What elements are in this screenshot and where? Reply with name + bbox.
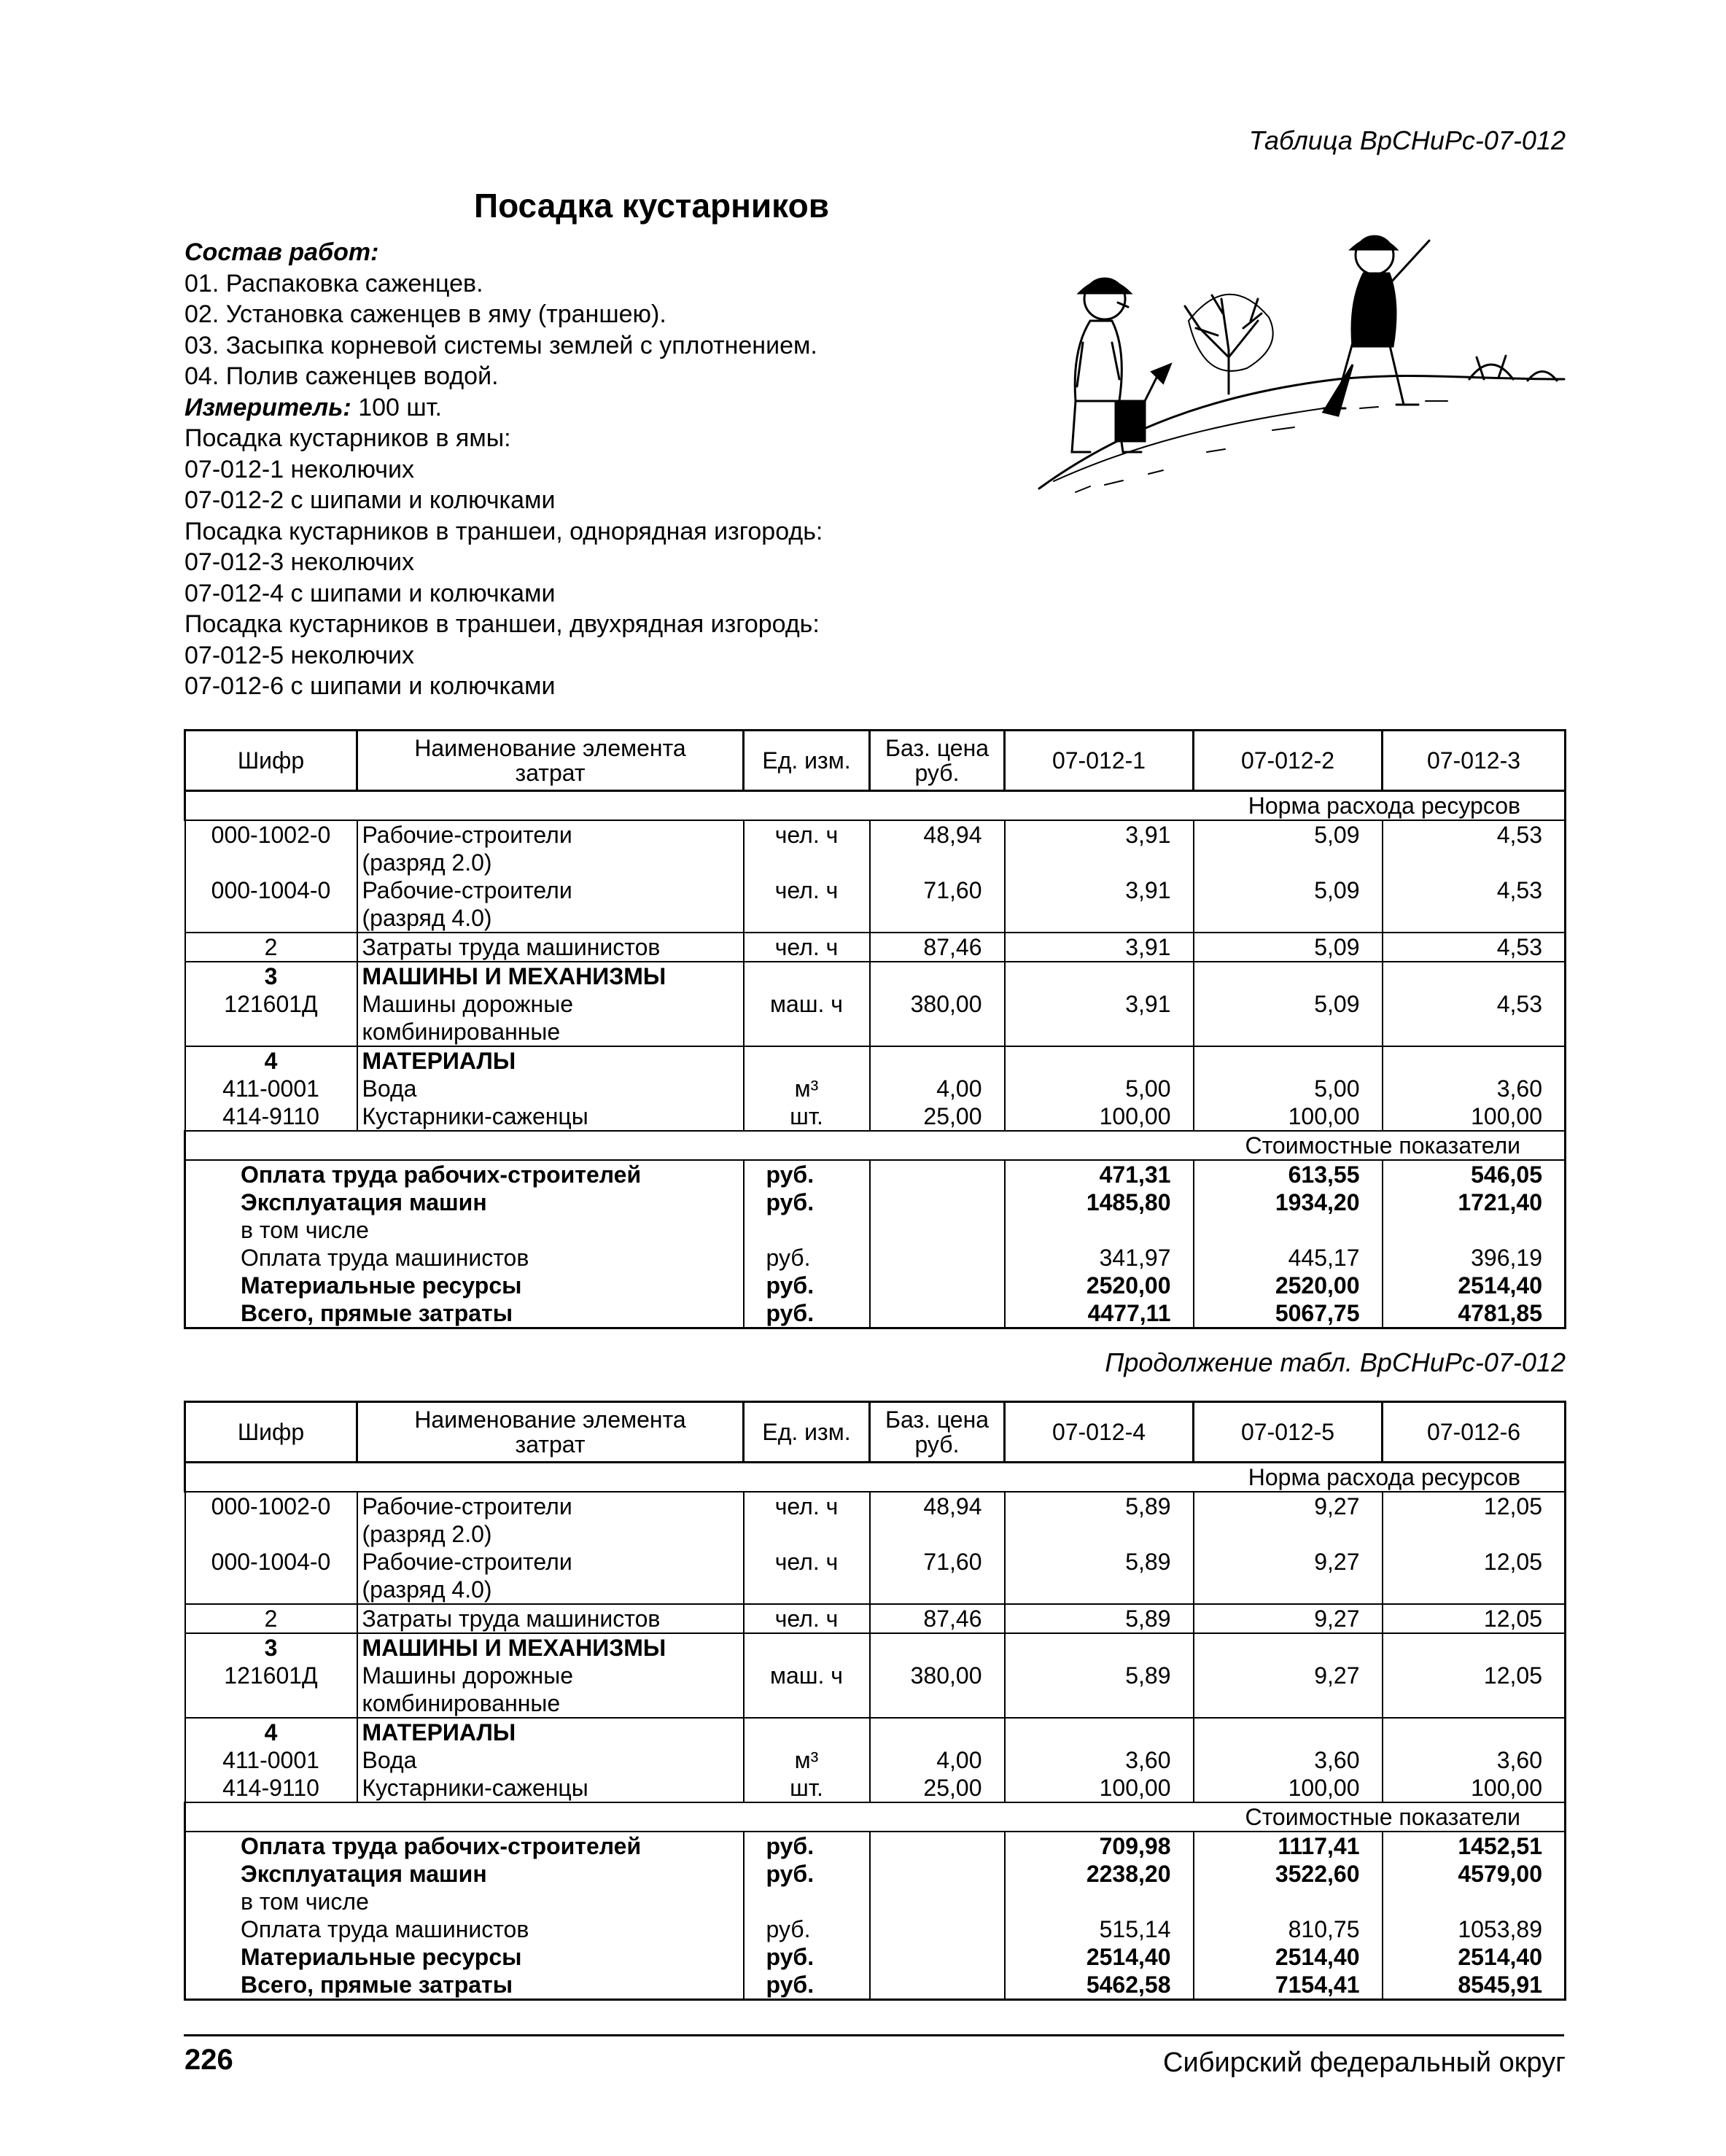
table-cell: руб. <box>744 1244 870 1272</box>
table-cell: 4,00 <box>870 1075 1005 1102</box>
step-item: 03. Засыпка корневой системы землей с уплотнением. <box>184 331 817 359</box>
table-cell: Норма расхода ресурсов <box>185 791 1566 821</box>
table-cell: 3,60 <box>1383 1075 1566 1102</box>
cell-text-line: комбинированные <box>362 1019 561 1045</box>
empty-cell <box>1005 962 1194 990</box>
table-row <box>185 962 1566 990</box>
table-cell: 000-1004-0 <box>185 876 357 933</box>
continuation-reference: Продолжение табл. ВрСНиРс-07-012 <box>1105 1347 1566 1377</box>
section-cost-row <box>185 1802 1566 1832</box>
table-row <box>185 1971 1566 2000</box>
cell-text-line: Баз. цена <box>885 735 990 761</box>
empty-cell <box>1194 1046 1383 1075</box>
table-cell: шт. <box>744 1774 870 1802</box>
table-cell: 100,00 <box>1194 1774 1383 1802</box>
table-cell: 414-9110 <box>185 1102 357 1131</box>
table-cell: Всего, прямые затраты <box>185 1971 744 2000</box>
group-line: Посадка кустарников в траншеи, двухрядная изгородь: <box>184 610 820 638</box>
table-cell: 1053,89 <box>1383 1915 1566 1943</box>
table-cell: Эксплуатация машин <box>185 1860 744 1888</box>
table-cell: руб. <box>744 1860 870 1888</box>
table-row <box>185 1604 1566 1633</box>
table-cell: 1721,40 <box>1383 1188 1566 1216</box>
table-row <box>185 1718 1566 1746</box>
section-cost-row <box>185 1131 1566 1160</box>
table-reference: Таблица ВрСНиРс-07-012 <box>1248 125 1566 155</box>
table-cell: 71,60 <box>870 1548 1005 1604</box>
table-row <box>185 876 1566 933</box>
table-row <box>185 820 1566 876</box>
table-cell: 515,14 <box>1005 1915 1194 1943</box>
table-row <box>185 1888 1566 1915</box>
cell-text-line: Рабочие-строители <box>362 877 572 903</box>
table-cell: 396,19 <box>1383 1244 1566 1272</box>
table-cell: 3,91 <box>1005 933 1194 962</box>
header-col: 07-012-6 <box>1383 1402 1566 1463</box>
table-cell: 121601Д <box>185 1662 357 1718</box>
group-line: Посадка кустарников в ямы: <box>184 424 511 452</box>
table-cell: 2 <box>185 933 357 962</box>
table-cell: 000-1002-0 <box>185 820 357 876</box>
empty-cell <box>357 990 744 1046</box>
table-cell: 5,89 <box>1005 1604 1194 1633</box>
table-cell: 4,53 <box>1383 820 1566 876</box>
empty-cell <box>870 1188 1005 1216</box>
table-cell: Кустарники-саженцы <box>357 1774 744 1802</box>
group-line: 07-012-3 неколючих <box>184 548 414 576</box>
table-cell: 5,09 <box>1194 933 1383 962</box>
resource-table-2 <box>184 1401 1566 2001</box>
table-cell: Затраты труда машинистов <box>357 1604 744 1633</box>
table-cell: 5,09 <box>1194 820 1383 876</box>
table-cell: чел. ч <box>744 1492 870 1548</box>
table-cell: 4,53 <box>1383 876 1566 933</box>
empty-cell <box>1383 1046 1566 1075</box>
table-cell: Вода <box>357 1746 744 1774</box>
table-row <box>185 1774 1566 1802</box>
empty-cell <box>1194 1216 1383 1244</box>
table-cell: руб. <box>744 1971 870 2000</box>
table-cell: 000-1002-0 <box>185 1492 357 1548</box>
table-cell: 3,60 <box>1383 1746 1566 1774</box>
table-row <box>185 1860 1566 1888</box>
table-cell: Материальные ресурсы <box>185 1272 744 1299</box>
table-cell: 71,60 <box>870 876 1005 933</box>
table-row <box>185 1943 1566 1971</box>
cell-text-line: Рабочие-строители <box>362 1549 572 1575</box>
table-cell: маш. ч <box>744 1662 870 1718</box>
table-cell: 2238,20 <box>1005 1860 1194 1888</box>
cell-text-line: затрат <box>515 1431 586 1458</box>
table-cell: Затраты труда машинистов <box>357 933 744 962</box>
table-cell: 4781,85 <box>1383 1299 1566 1328</box>
empty-cell <box>357 876 744 933</box>
table-row <box>185 1299 1566 1328</box>
table-cell: 5,00 <box>1005 1075 1194 1102</box>
resource-table-1 <box>184 729 1566 1329</box>
table-cell: 411-0001 <box>185 1746 357 1774</box>
empty-cell <box>744 1046 870 1075</box>
table-cell: МАТЕРИАЛЫ <box>357 1718 744 1746</box>
table-cell: м³ <box>744 1075 870 1102</box>
table-row <box>185 933 1566 962</box>
group-line: 07-012-5 неколючих <box>184 641 414 669</box>
table-cell: чел. ч <box>744 876 870 933</box>
table-cell: 2 <box>185 1604 357 1633</box>
empty-cell <box>870 1888 1005 1915</box>
empty-cell <box>1194 1888 1383 1915</box>
table-cell: 546,05 <box>1383 1160 1566 1188</box>
empty-cell <box>870 1046 1005 1075</box>
table-cell: чел. ч <box>744 820 870 876</box>
header-col: 07-012-3 <box>1383 731 1566 791</box>
table-row <box>185 1832 1566 1860</box>
table-cell: 4 <box>185 1718 357 1746</box>
table-cell: 87,46 <box>870 1604 1005 1633</box>
header-price <box>870 1402 1005 1463</box>
table-cell: Оплата труда рабочих-строителей <box>185 1160 744 1188</box>
table-header-row <box>185 731 1566 791</box>
region-name: Сибирский федеральный округ <box>1163 2047 1566 2078</box>
table-cell: 100,00 <box>1005 1102 1194 1131</box>
cell-text-line: руб. <box>914 1431 960 1458</box>
empty-cell <box>1194 962 1383 990</box>
table-cell: 471,31 <box>1005 1160 1194 1188</box>
table-cell: Оплата труда машинистов <box>185 1244 744 1272</box>
header-col: 07-012-5 <box>1194 1402 1383 1463</box>
meter-label: Измеритель: <box>184 393 351 421</box>
empty-cell <box>744 1718 870 1746</box>
empty-cell <box>1383 1718 1566 1746</box>
table-cell: 4 <box>185 1046 357 1075</box>
header-code: Шифр <box>185 1402 357 1463</box>
table-cell: в том числе <box>185 1216 744 1244</box>
header-col: 07-012-1 <box>1005 731 1194 791</box>
table-cell: 5,09 <box>1194 876 1383 933</box>
footer-divider <box>184 2034 1564 2036</box>
group-line: Посадка кустарников в траншеи, однорядная изгородь: <box>184 517 823 545</box>
table-cell: 1452,51 <box>1383 1832 1566 1860</box>
table-cell: Стоимостные показатели <box>185 1131 1566 1160</box>
table-cell: 4,00 <box>870 1746 1005 1774</box>
table-cell: 9,27 <box>1194 1604 1383 1633</box>
table-row <box>185 1188 1566 1216</box>
table-cell: руб. <box>744 1943 870 1971</box>
table-cell: 411-0001 <box>185 1075 357 1102</box>
table-cell: 3,60 <box>1194 1746 1383 1774</box>
page-number: 226 <box>184 2044 233 2076</box>
empty-cell <box>870 1971 1005 2000</box>
table-cell: 5067,75 <box>1194 1299 1383 1328</box>
table-cell: 3 <box>185 962 357 990</box>
table-cell: 5,89 <box>1005 1548 1194 1604</box>
table-cell: Норма расхода ресурсов <box>185 1463 1566 1493</box>
page-title: Посадка кустарников <box>474 187 829 225</box>
table-cell: 3,91 <box>1005 876 1194 933</box>
cell-text-line: (разряд 4.0) <box>362 905 492 931</box>
table-cell: чел. ч <box>744 1604 870 1633</box>
table-cell: руб. <box>744 1272 870 1299</box>
table-cell: 9,27 <box>1194 1492 1383 1548</box>
table-cell: 12,05 <box>1383 1662 1566 1718</box>
empty-cell <box>870 1943 1005 1971</box>
table-row <box>185 1548 1566 1604</box>
empty-cell <box>1005 1633 1194 1662</box>
table-cell: МАШИНЫ И МЕХАНИЗМЫ <box>357 962 744 990</box>
empty-cell <box>870 1832 1005 1860</box>
table-cell: чел. ч <box>744 933 870 962</box>
table-cell: 4477,11 <box>1005 1299 1194 1328</box>
table-cell: 2514,40 <box>1383 1272 1566 1299</box>
table-cell: МАТЕРИАЛЫ <box>357 1046 744 1075</box>
table-row <box>185 1272 1566 1299</box>
table-cell: 810,75 <box>1194 1915 1383 1943</box>
cell-text-line: Наименование элемента <box>414 735 686 761</box>
section-norm-row <box>185 1463 1566 1493</box>
header-unit: Ед. изм. <box>744 1402 870 1463</box>
cell-text-line: Машины дорожные <box>362 1662 573 1689</box>
table-cell: 380,00 <box>870 990 1005 1046</box>
table-cell: руб. <box>744 1160 870 1188</box>
table-cell: руб. <box>744 1832 870 1860</box>
table-cell: 380,00 <box>870 1662 1005 1718</box>
empty-cell <box>870 1299 1005 1328</box>
table-row <box>185 1244 1566 1272</box>
table-cell: м³ <box>744 1746 870 1774</box>
empty-cell <box>870 1633 1005 1662</box>
cell-text-line: Рабочие-строители <box>362 822 572 848</box>
empty-cell <box>1194 1633 1383 1662</box>
empty-cell <box>1005 1046 1194 1075</box>
header-name <box>357 1402 744 1463</box>
table-cell: руб. <box>744 1915 870 1943</box>
table-cell: 7154,41 <box>1194 1971 1383 2000</box>
table-cell: 709,98 <box>1005 1832 1194 1860</box>
table-cell: 1934,20 <box>1194 1188 1383 1216</box>
table-cell: 1117,41 <box>1194 1832 1383 1860</box>
table-cell: Всего, прямые затраты <box>185 1299 744 1328</box>
table-cell: 1485,80 <box>1005 1188 1194 1216</box>
table-cell: Стоимостные показатели <box>185 1802 1566 1832</box>
empty-cell <box>1383 962 1566 990</box>
table-cell: Вода <box>357 1075 744 1102</box>
table-cell: Оплата труда машинистов <box>185 1915 744 1943</box>
empty-cell <box>744 1216 870 1244</box>
empty-cell <box>870 1860 1005 1888</box>
header-col: 07-012-4 <box>1005 1402 1194 1463</box>
table-header-row <box>185 1402 1566 1463</box>
table-cell: 25,00 <box>870 1774 1005 1802</box>
table-cell: Кустарники-саженцы <box>357 1102 744 1131</box>
table-cell: 4,53 <box>1383 933 1566 962</box>
table-cell: 12,05 <box>1383 1492 1566 1548</box>
header-unit: Ед. изм. <box>744 731 870 791</box>
table-cell: 3,91 <box>1005 820 1194 876</box>
table-cell: 25,00 <box>870 1102 1005 1131</box>
header-col: 07-012-2 <box>1194 731 1383 791</box>
cell-text-line: затрат <box>515 760 586 786</box>
table-row <box>185 1915 1566 1943</box>
group-line: 07-012-4 с шипами и колючками <box>184 579 556 607</box>
table-cell: 100,00 <box>1383 1102 1566 1131</box>
gardeners-illustration <box>1032 211 1571 503</box>
table-cell: в том числе <box>185 1888 744 1915</box>
table-row <box>185 1662 1566 1718</box>
empty-cell <box>1005 1888 1194 1915</box>
work-description <box>184 237 823 702</box>
cell-text-line: комбинированные <box>362 1690 561 1716</box>
empty-cell <box>357 1548 744 1604</box>
table-cell: Оплата труда рабочих-строителей <box>185 1832 744 1860</box>
table-cell: 5462,58 <box>1005 1971 1194 2000</box>
empty-cell <box>870 1244 1005 1272</box>
empty-cell <box>870 1272 1005 1299</box>
step-item: 02. Установка саженцев в яму (траншею). <box>184 300 666 328</box>
table-cell: шт. <box>744 1102 870 1131</box>
table-row <box>185 1102 1566 1131</box>
empty-cell <box>870 962 1005 990</box>
header-price <box>870 731 1005 791</box>
step-item: 04. Полив саженцев водой. <box>184 362 499 390</box>
table-row <box>185 1492 1566 1548</box>
table-row <box>185 1216 1566 1244</box>
cell-text-line: Наименование элемента <box>414 1406 686 1433</box>
table-cell: 613,55 <box>1194 1160 1383 1188</box>
meter-value: 100 шт. <box>358 393 442 421</box>
table-cell: 3,91 <box>1005 990 1194 1046</box>
group-line: 07-012-2 с шипами и колючками <box>184 486 556 514</box>
empty-cell <box>744 962 870 990</box>
empty-cell <box>870 1160 1005 1188</box>
table-cell: 5,89 <box>1005 1492 1194 1548</box>
table-cell: 000-1004-0 <box>185 1548 357 1604</box>
cell-text-line: Рабочие-строители <box>362 1493 572 1519</box>
table-cell: МАШИНЫ И МЕХАНИЗМЫ <box>357 1633 744 1662</box>
table-cell: 9,27 <box>1194 1662 1383 1718</box>
step-item: 01. Распаковка саженцев. <box>184 269 483 297</box>
table-cell: руб. <box>744 1188 870 1216</box>
empty-cell <box>1383 1888 1566 1915</box>
table-cell: 5,89 <box>1005 1662 1194 1718</box>
table-row <box>185 1075 1566 1102</box>
empty-cell <box>1005 1718 1194 1746</box>
table-cell: 2514,40 <box>1383 1943 1566 1971</box>
empty-cell <box>1383 1633 1566 1662</box>
table-row <box>185 1633 1566 1662</box>
table-cell: руб. <box>744 1299 870 1328</box>
table-cell: 2514,40 <box>1194 1943 1383 1971</box>
table-cell: 341,97 <box>1005 1244 1194 1272</box>
table-cell: 5,09 <box>1194 990 1383 1046</box>
header-code: Шифр <box>185 731 357 791</box>
table-cell: 100,00 <box>1194 1102 1383 1131</box>
empty-cell <box>1383 1216 1566 1244</box>
empty-cell <box>357 1662 744 1718</box>
meter-line <box>184 392 823 424</box>
empty-cell <box>357 1492 744 1548</box>
table-cell: 48,94 <box>870 820 1005 876</box>
empty-cell <box>744 1888 870 1915</box>
empty-cell <box>1194 1718 1383 1746</box>
table-cell: 12,05 <box>1383 1548 1566 1604</box>
cell-text-line: руб. <box>914 760 960 786</box>
table-cell: 414-9110 <box>185 1774 357 1802</box>
table-cell: 121601Д <box>185 990 357 1046</box>
composition-label: Состав работ: <box>184 238 379 266</box>
cell-text-line: Машины дорожные <box>362 991 573 1017</box>
table-cell: 100,00 <box>1005 1774 1194 1802</box>
table-cell: 48,94 <box>870 1492 1005 1548</box>
table-row <box>185 1746 1566 1774</box>
table-cell: 12,05 <box>1383 1604 1566 1633</box>
table-cell: чел. ч <box>744 1548 870 1604</box>
cell-text-line: (разряд 2.0) <box>362 1521 492 1547</box>
table-cell: 4579,00 <box>1383 1860 1566 1888</box>
section-norm-row <box>185 791 1566 821</box>
group-line: 07-012-1 неколючих <box>184 455 414 483</box>
empty-cell <box>870 1915 1005 1943</box>
header-name <box>357 731 744 791</box>
table-row <box>185 1160 1566 1188</box>
table-row <box>185 990 1566 1046</box>
table-cell: 87,46 <box>870 933 1005 962</box>
cell-text-line: (разряд 2.0) <box>362 849 492 876</box>
group-line: 07-012-6 с шипами и колючками <box>184 672 556 700</box>
table-cell: Материальные ресурсы <box>185 1943 744 1971</box>
empty-cell <box>357 820 744 876</box>
empty-cell <box>1005 1216 1194 1244</box>
table-cell: 100,00 <box>1383 1774 1566 1802</box>
table-cell: 4,53 <box>1383 990 1566 1046</box>
empty-cell <box>744 1633 870 1662</box>
table-cell: 8545,91 <box>1383 1971 1566 2000</box>
table-cell: 2520,00 <box>1194 1272 1383 1299</box>
table-cell: 3522,60 <box>1194 1860 1383 1888</box>
empty-cell <box>870 1216 1005 1244</box>
cell-text-line: Баз. цена <box>885 1406 990 1433</box>
table-cell: 3 <box>185 1633 357 1662</box>
table-cell: 5,00 <box>1194 1075 1383 1102</box>
table-cell: 2514,40 <box>1005 1943 1194 1971</box>
table-cell: 445,17 <box>1194 1244 1383 1272</box>
table-row <box>185 1046 1566 1075</box>
empty-cell <box>870 1718 1005 1746</box>
table-cell: Эксплуатация машин <box>185 1188 744 1216</box>
table-cell: 3,60 <box>1005 1746 1194 1774</box>
table-cell: маш. ч <box>744 990 870 1046</box>
table-cell: 2520,00 <box>1005 1272 1194 1299</box>
table-cell: 9,27 <box>1194 1548 1383 1604</box>
cell-text-line: (разряд 4.0) <box>362 1576 492 1603</box>
